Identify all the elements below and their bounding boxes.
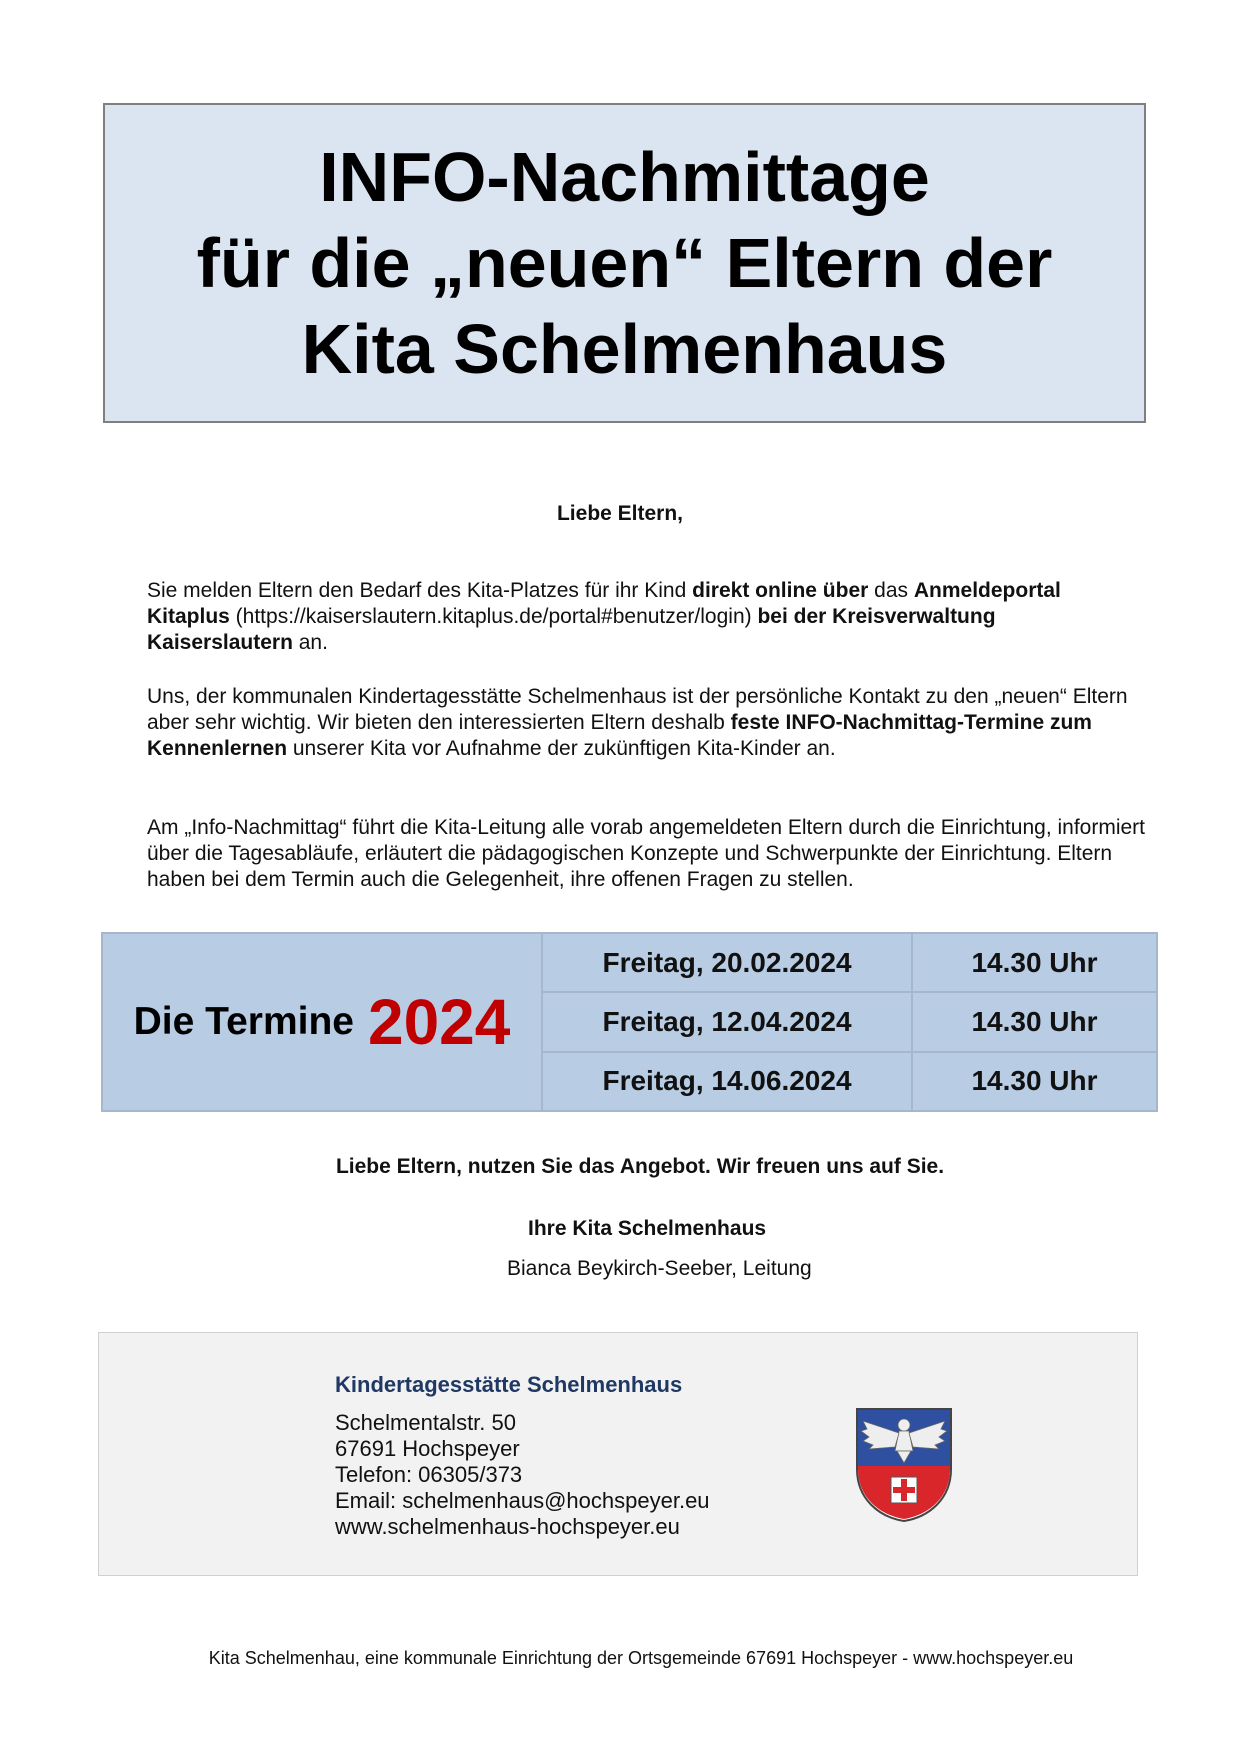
table-row xyxy=(543,993,1156,1052)
termine-label: Die Termine xyxy=(133,1000,354,1043)
footer: Kita Schelmenhau, eine kommunale Einrichtung der Ortsgemeinde 67691 Hochspeyer - www.hochspeyer.eu xyxy=(208,1648,1074,1668)
title-box xyxy=(103,103,1146,423)
bold-segment: bei der Kreisverwaltung Kaiserslautern xyxy=(147,605,996,654)
termine-year: 2024 xyxy=(367,986,511,1058)
termin-date: Freitag, 12.04.2024 xyxy=(543,993,913,1050)
page-title-line-2: für die „neuen“ Eltern der xyxy=(196,224,1053,302)
bold-segment: direkt online über xyxy=(692,579,869,602)
text-segment: Sie melden Eltern den Bedarf des Kita-Platzes für ihr Kind xyxy=(147,579,693,602)
contact-title: Kindertagesstätte Schelmenhaus xyxy=(335,1372,683,1397)
contact-website[interactable]: www.schelmenhaus-hochspeyer.eu xyxy=(335,1514,680,1539)
termine-rows xyxy=(543,934,1156,1110)
text-segment: an. xyxy=(292,631,328,654)
paragraph-contact-importance xyxy=(147,684,1147,762)
contact-box xyxy=(98,1332,1138,1576)
termine-heading xyxy=(103,934,543,1110)
contact-details xyxy=(335,1410,710,1540)
contact-email[interactable]: Email: schelmenhaus@hochspeyer.eu xyxy=(335,1488,710,1513)
signature-kita: Ihre Kita Schelmenhaus xyxy=(528,1217,767,1240)
text-segment: Uns, der kommunalen Kindertagesstätte Schelmenhaus ist der persönliche Kontakt zu den „neuen“ Eltern aber sehr wichtig. Wir bieten den interessierten Eltern deshalb xyxy=(147,685,1128,734)
termin-date: Freitag, 20.02.2024 xyxy=(543,934,913,991)
page-title-line-1: INFO-Nachmittage xyxy=(319,138,930,216)
paragraph-registration xyxy=(147,578,1147,656)
paragraph-info-afternoon: Am „Info-Nachmittag“ führt die Kita-Leitung alle vorab angemeldeten Eltern durch die Einrichtung, informiert über die Tagesabläufe, erläutert die pädagogischen Konzepte und Schwerpunkte der Einrichtung. Eltern haben bei dem Termin auch die Gelegenheit, ihre offenen Fragen zu stellen. xyxy=(147,816,1146,891)
termin-time: 14.30 Uhr xyxy=(971,946,1098,978)
termin-time: 14.30 Uhr xyxy=(971,1065,1098,1097)
greeting: Liebe Eltern, xyxy=(556,502,684,525)
termin-time: 14.30 Uhr xyxy=(971,1005,1098,1037)
coat-of-arms-icon xyxy=(855,1407,953,1523)
table-row xyxy=(543,934,1156,993)
contact-street: Schelmentalstr. 50 xyxy=(335,1410,516,1435)
page-title-line-3: Kita Schelmenhaus xyxy=(301,310,948,388)
bold-segment: Anmeldeportal Kitaplus xyxy=(147,579,1061,628)
termin-date: Freitag, 14.06.2024 xyxy=(543,1053,913,1110)
text-segment: unserer Kita vor Aufnahme der zukünftigen Kita-Kinder an. xyxy=(287,737,836,760)
bold-segment: feste INFO-Nachmittag-Termine zum Kennenlernen xyxy=(147,711,1092,760)
contact-phone: Telefon: 06305/373 xyxy=(335,1462,523,1487)
contact-city: 67691 Hochspeyer xyxy=(335,1436,520,1461)
text-segment: (https://kaiserslautern.kitaplus.de/portal#benutzer/login) xyxy=(229,605,758,628)
closing-line: Liebe Eltern, nutzen Sie das Angebot. Wir freuen uns auf Sie. xyxy=(335,1155,945,1178)
table-row xyxy=(543,1053,1156,1110)
termine-table xyxy=(101,932,1158,1112)
signature-person: Bianca Beykirch-Seeber, Leitung xyxy=(507,1257,812,1280)
text-segment: das xyxy=(868,579,914,602)
